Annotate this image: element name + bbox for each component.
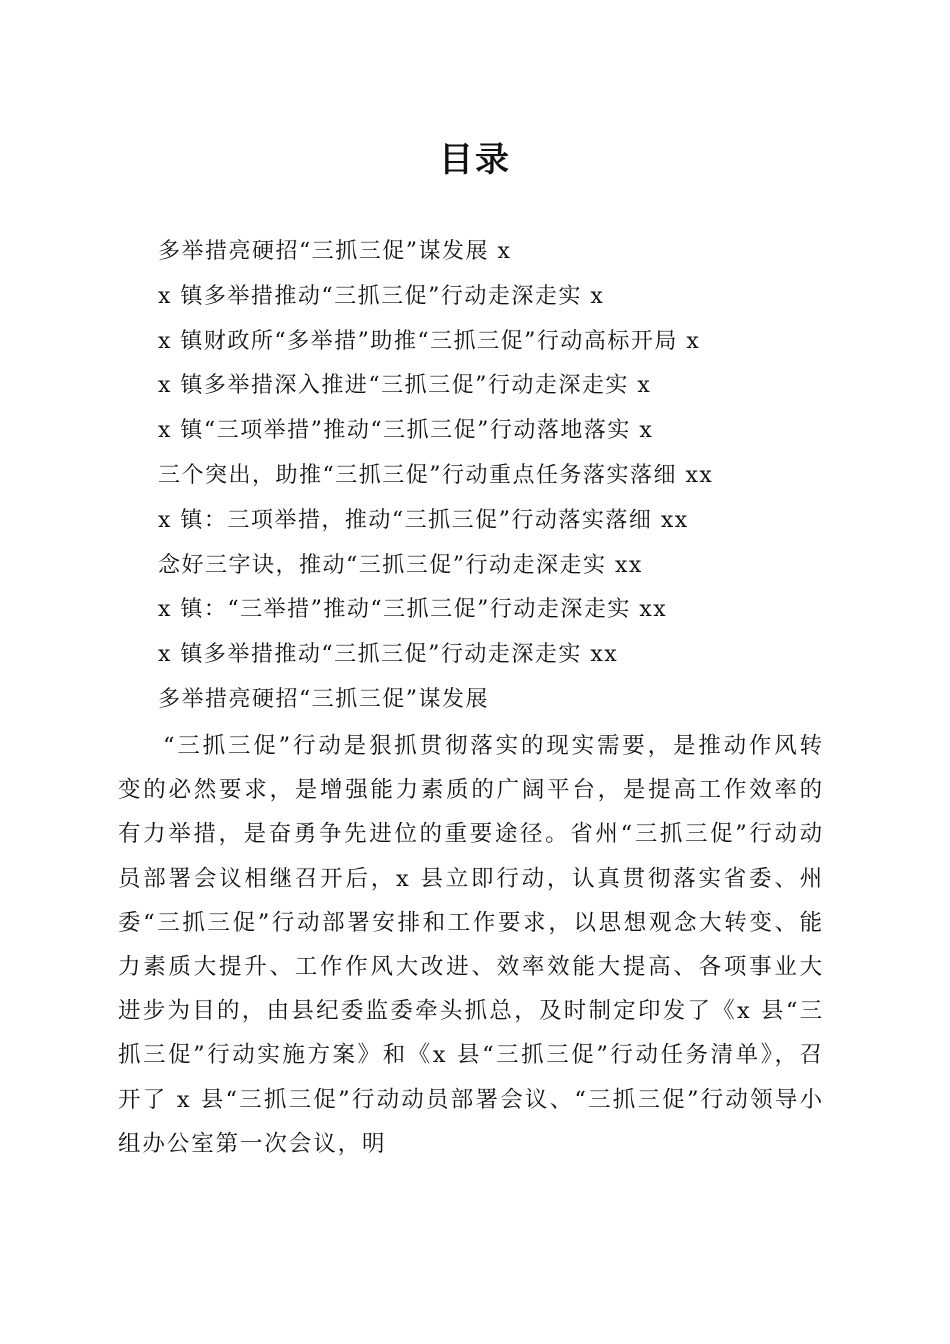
toc-item: x 镇多举措推动“三抓三促”行动走深走实 xx: [158, 642, 619, 668]
toc-item: x 镇：“三举措”推动“三抓三促”行动走深走实 xx: [158, 597, 668, 623]
toc-item: 多举措亮硬招“三抓三促”谋发展 x: [158, 239, 512, 264]
toc-item: x 镇财政所“多举措”助推“三抓三促”行动高标开局 x: [158, 328, 701, 354]
section-heading: 多举措亮硬招“三抓三促”谋发展: [158, 686, 489, 712]
toc-item: 念好三字诀，推动“三抓三促”行动走深走实 xx: [158, 552, 643, 578]
toc-item: x 镇：三项举措，推动“三抓三促”行动落实落细 xx: [158, 507, 689, 533]
toc-item: x 镇“三项举措”推动“三抓三促”行动落地落实 x: [158, 418, 654, 444]
page-title: 目录: [439, 140, 511, 180]
toc-item: x 镇多举措推动“三抓三促”行动走深走实 x: [158, 283, 605, 309]
body-paragraph: “三抓三促”行动是狠抓贯彻落实的现实需要，是推动作风转变的必然要求，是增强能力素质的广阔平台，是提高工作效率的有力举措，是奋勇争先进位的重要途径。省州“三抓三促”行动动员部署会议相继召开后，x 县立即行动，认真贯彻落实省委、州委“三抓三促”行动部署安排和工作要求，以思想观念大转变、能力素质大提升、工作作风大改进、效率效能大提高、各项事业大进步为目的，由县纪委监委牵头抓总，及时制定印发了《x 县“三抓三促”行动实施方案》和《x 县“三抓三促”行动任务清单》，召开了 x 县“三抓三促”行动动员部署会议、“三抓三促”行动领导小组办公室第一次会议，明: [118, 733, 824, 1157]
toc-item: x 镇多举措深入推进“三抓三促”行动走深走实 x: [158, 373, 652, 399]
toc-item: 三个突出，助推“三抓三促”行动重点任务落实落细 xx: [158, 462, 714, 488]
table-of-contents: [158, 230, 838, 723]
